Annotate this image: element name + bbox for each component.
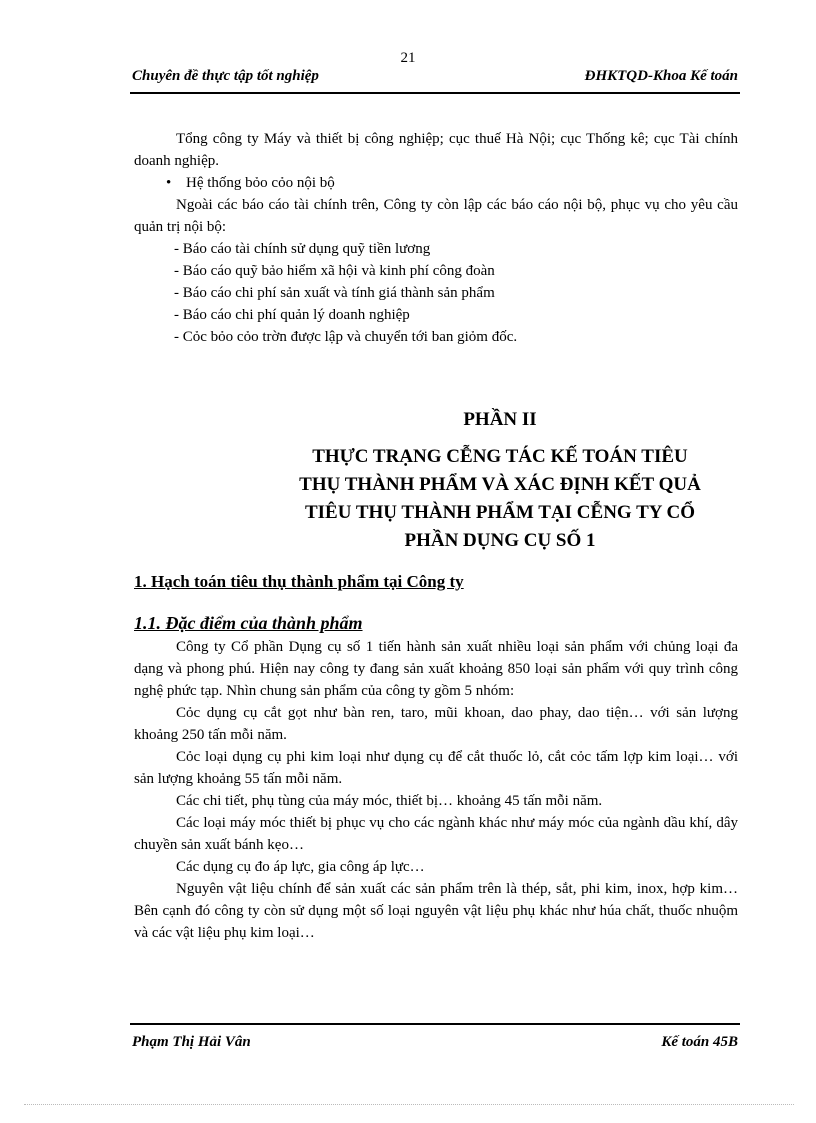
body-paragraph: Cỏc loại dụng cụ phi kim loại như dụng cụ để cắt thuốc lỏ, cắt cỏc tấm lợp kim loại… với sản lượng khoảng 55 tấn mỗi năm. [134, 749, 738, 787]
footer-author: Phạm Thị Hải Vân [132, 1034, 251, 1050]
part-title-line: THỤ THÀNH PHẨM VÀ XÁC ĐỊNH KẾT QUẢ [299, 474, 701, 495]
intro-paragraph-1: Tổng công ty Máy và thiết bị công nghiệp; cục thuế Hà Nội; cục Thống kê; cục Tài chính doanh nghiệp. [134, 131, 738, 169]
report-list-item: - Báo cáo quỹ bảo hiểm xã hội và kinh phí công đoàn [174, 263, 495, 279]
page-footer [130, 1023, 740, 1050]
bullet-text: Hệ thống bỏo cỏo nội bộ [186, 175, 335, 191]
part-title [262, 443, 738, 555]
report-list-item: - Báo cáo tài chính sử dụng quỹ tiền lương [174, 241, 431, 257]
report-list-item: - Báo cáo chi phí sản xuất và tính giá thành sản phẩm [174, 285, 495, 301]
section-heading-1-1: 1.1. Đặc điểm của thành phẩm [134, 613, 363, 633]
bullet-item [166, 172, 738, 194]
part-title-line: TIÊU THỤ THÀNH PHẨM TẠI CỄNG TY CỔ [304, 502, 696, 523]
section-heading-1: 1. Hạch toán tiêu thụ thành phẩm tại Công ty [134, 572, 464, 591]
part-label: PHẦN II [463, 409, 537, 430]
intro-paragraph-2: Ngoài các báo cáo tài chính trên, Công ty còn lập các báo cáo nội bộ, phục vụ cho yêu cầu quản trị nội bộ: [134, 197, 738, 235]
page-bottom-divider [24, 1104, 794, 1105]
page-header [130, 66, 740, 94]
report-list-item: - Cỏc bỏo cỏo trờn được lập và chuyển tới ban giỏm đốc. [174, 329, 518, 345]
body-paragraph: Các dụng cụ đo áp lực, gia công áp lực… [176, 859, 425, 875]
document-body [134, 128, 738, 944]
footer-class: Kế toán 45B [661, 1034, 738, 1050]
body-paragraph: Nguyên vật liệu chính để sản xuất các sản phẩm trên là thép, sắt, phi kim, inox, hợp kim… Bên cạnh đó công ty còn sử dụng một số loại nguyên vật liệu phụ khác như húa chất, thuốc nhuộm và các vật liệu phụ kim loại… [134, 881, 738, 941]
body-paragraph: Các loại máy móc thiết bị phục vụ cho các ngành khác như máy móc của ngành dầu khí, dây chuyền sản xuất bánh kẹo… [134, 815, 738, 853]
part-title-line: PHẦN DỤNG CỤ SỐ 1 [404, 530, 596, 551]
bullet-icon: • [166, 175, 172, 191]
header-right-title: ĐHKTQD-Khoa Kế toán [584, 68, 738, 84]
page-number: 21 [400, 50, 416, 66]
body-paragraph: Các chi tiết, phụ tùng của máy móc, thiết bị… khoảng 45 tấn mỗi năm. [176, 793, 603, 809]
header-left-title: Chuyên đề thực tập tốt nghiệp [132, 68, 319, 84]
report-list-item: - Báo cáo chi phí quản lý doanh nghiệp [174, 307, 410, 323]
body-paragraph: Công ty Cổ phần Dụng cụ số 1 tiến hành sản xuất nhiều loại sản phẩm với chủng loại đa dạng và phong phú. Hiện nay công ty đang sản xuất khoảng 850 loại sản phẩm với quy trình công nghệ phức tạp. Nhìn chung sản phẩm của công ty gồm 5 nhóm: [134, 639, 738, 699]
body-paragraph: Cỏc dụng cụ cắt gọt như bàn ren, taro, mũi khoan, dao phay, dao tiện… với sản lượng khoảng 250 tấn mỗi năm. [134, 705, 738, 743]
part-title-line: THỰC TRẠNG CỄNG TÁC KẾ TOÁN TIÊU [312, 446, 688, 467]
